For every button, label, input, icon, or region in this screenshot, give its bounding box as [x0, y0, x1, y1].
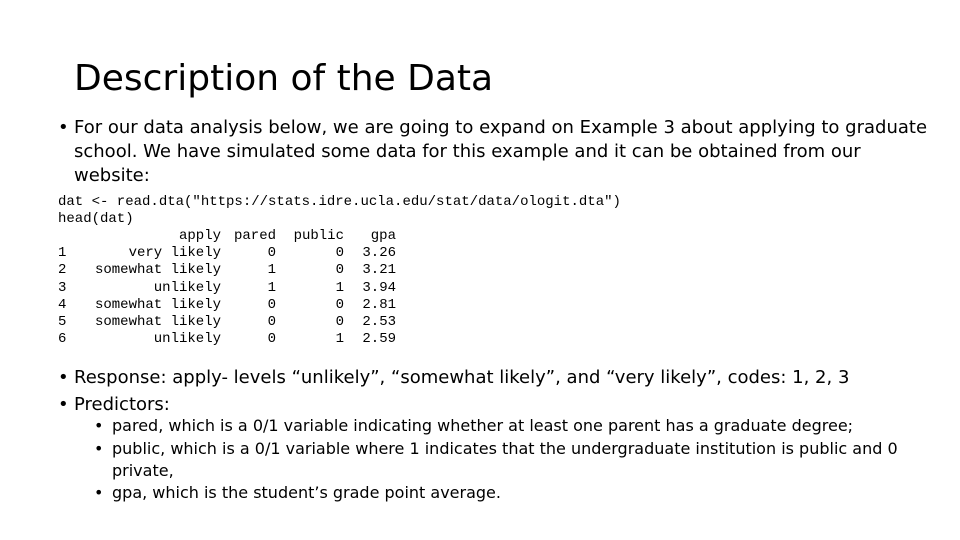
- row-index: 3: [58, 279, 67, 296]
- table-row: [58, 245, 396, 262]
- cell-apply: unlikely: [153, 331, 221, 348]
- cell-gpa: 2.81: [362, 296, 396, 313]
- cell-public: 0: [335, 314, 344, 331]
- header-pared: pared: [233, 228, 276, 244]
- predictors-bullet: [58, 393, 930, 417]
- cell-pared: 0: [267, 245, 276, 262]
- data-preview-table: [58, 228, 396, 348]
- cell-apply: somewhat likely: [94, 314, 221, 331]
- row-index: 5: [58, 314, 67, 331]
- response-text: Response: apply- levels “unlikely”, “somewhat likely”, and “very likely”, codes: 1, 2, 3: [74, 367, 850, 388]
- cell-public: 0: [335, 296, 344, 313]
- cell-pared: 1: [267, 279, 276, 296]
- cell-pared: 1: [267, 262, 276, 279]
- slide-title: Description of the Data: [74, 58, 494, 99]
- header-gpa: gpa: [370, 228, 396, 244]
- row-index: 2: [58, 262, 67, 279]
- bullet-dot: •: [94, 416, 104, 435]
- cell-pared: 0: [267, 331, 276, 348]
- cell-gpa: 3.21: [362, 262, 396, 279]
- code-line: head(dat): [58, 211, 134, 228]
- r-code-block: [58, 194, 621, 228]
- cell-public: 0: [335, 262, 344, 279]
- cell-gpa: 2.59: [362, 331, 396, 348]
- header-public: public: [293, 228, 344, 244]
- sub-bullet-gpa: [94, 482, 924, 504]
- cell-gpa: 3.94: [362, 279, 396, 296]
- bullet-dot: •: [58, 367, 69, 388]
- code-line: dat <- read.dta("https://stats.idre.ucla.edu/stat/data/ologit.dta"): [58, 194, 621, 210]
- row-index: 1: [58, 245, 67, 262]
- predictors-text: Predictors:: [74, 394, 170, 415]
- cell-gpa: 3.26: [362, 245, 396, 262]
- cell-public: 1: [335, 331, 344, 348]
- pared-text: pared, which is a 0/1 variable indicating whether at least one parent has a graduate degree;: [112, 416, 854, 435]
- table-row: [58, 331, 396, 348]
- table-row: [58, 262, 396, 279]
- intro-text: For our data analysis below, we are going to expand on Example 3 about applying to graduate school. We have simulated some data for this example and it can be obtained from our website:: [74, 117, 928, 186]
- gpa-text: gpa, which is the student’s grade point average.: [112, 483, 501, 502]
- cell-apply: somewhat likely: [94, 296, 221, 313]
- cell-pared: 0: [267, 314, 276, 331]
- table-row: [58, 297, 396, 314]
- sub-bullet-pared: [94, 415, 924, 437]
- bullet-dot: •: [94, 439, 104, 458]
- cell-apply: somewhat likely: [94, 262, 221, 279]
- header-apply: apply: [178, 228, 221, 244]
- cell-apply: very likely: [128, 245, 221, 262]
- header-cell: [58, 228, 75, 245]
- table-row: [58, 280, 396, 297]
- intro-bullet: [58, 116, 930, 188]
- row-index: 6: [58, 331, 67, 348]
- bullet-dot: •: [58, 394, 69, 415]
- cell-pared: 0: [267, 296, 276, 313]
- cell-apply: unlikely: [153, 279, 221, 296]
- table-header-row: [58, 228, 396, 245]
- bullet-dot: •: [94, 483, 104, 502]
- public-text: public, which is a 0/1 variable where 1 indicates that the undergraduate institution is public and 0 private,: [112, 439, 898, 480]
- row-index: 4: [58, 296, 67, 313]
- table-row: [58, 314, 396, 331]
- response-bullet: [58, 366, 930, 390]
- cell-public: 0: [335, 245, 344, 262]
- cell-public: 1: [335, 279, 344, 296]
- bullet-dot: •: [58, 117, 69, 138]
- cell-gpa: 2.53: [362, 314, 396, 331]
- sub-bullet-public: [94, 438, 924, 482]
